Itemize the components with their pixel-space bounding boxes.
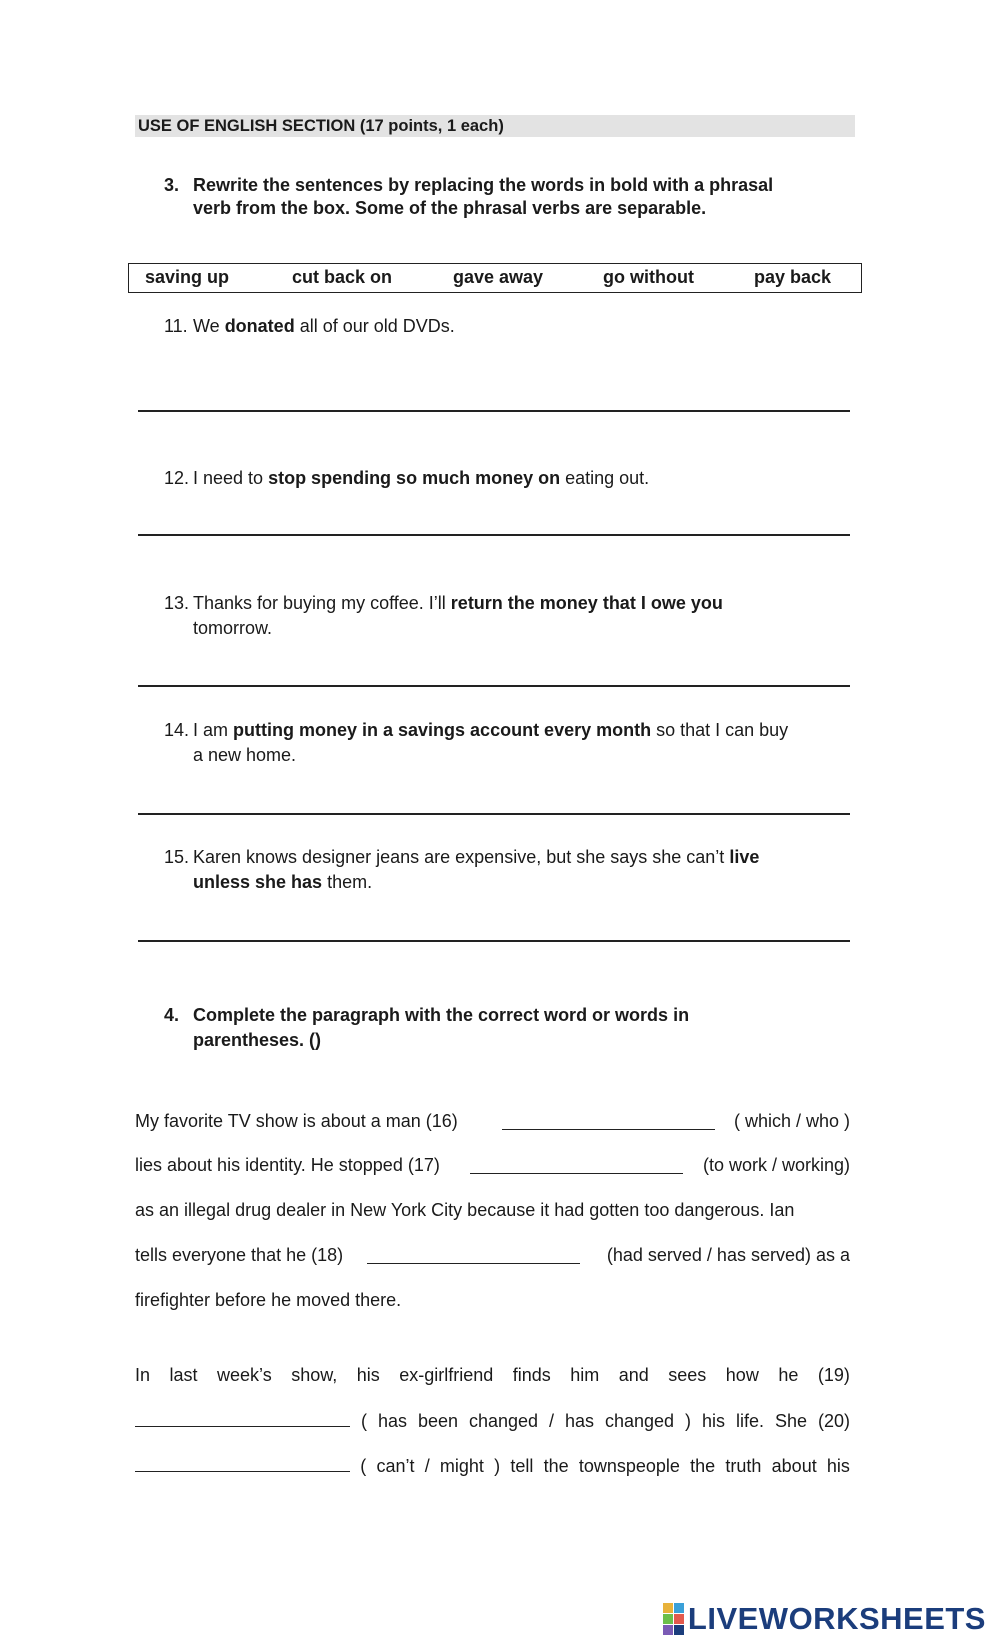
paragraph-1-line-1 — [135, 1111, 850, 1137]
word: has — [564, 1411, 595, 1431]
options: (to work / working) — [702, 1155, 850, 1175]
paragraph-2-line-2 — [135, 1410, 850, 1436]
word: changed — [604, 1411, 675, 1431]
blank-17[interactable] — [470, 1157, 683, 1174]
section-header: USE OF ENGLISH SECTION (17 points, 1 each) — [135, 115, 855, 137]
word-option: saving up — [145, 267, 230, 287]
paragraph-1-line-3 — [135, 1200, 850, 1226]
word: last — [169, 1365, 198, 1385]
word-option: gave away — [453, 267, 544, 287]
blank-19[interactable] — [135, 1410, 350, 1427]
exercise-3-instructions — [164, 173, 864, 223]
word: ) — [685, 1411, 692, 1431]
exercise-number: 4. — [164, 1005, 180, 1025]
word-option: pay back — [754, 267, 832, 287]
word: tell — [510, 1456, 534, 1476]
word: ( — [360, 1456, 367, 1476]
question-number: 11. — [164, 316, 188, 336]
blank-16[interactable] — [502, 1113, 715, 1130]
question-text: We donated all of our old DVDs. — [193, 316, 455, 336]
word: his — [702, 1411, 726, 1431]
paragraph-2-line-1 — [135, 1365, 850, 1391]
answer-line-11[interactable] — [138, 410, 850, 412]
word: and — [618, 1365, 649, 1385]
paragraph-1-line-5 — [135, 1290, 850, 1316]
word: ( — [360, 1411, 367, 1431]
word: ex-girlfriend — [399, 1365, 494, 1385]
word: his — [356, 1365, 380, 1385]
word: / — [549, 1411, 555, 1431]
question-12 — [164, 465, 864, 491]
question-14 — [164, 717, 864, 769]
blank-18[interactable] — [367, 1247, 580, 1264]
word: might — [439, 1456, 484, 1476]
answer-line-13[interactable] — [138, 685, 850, 687]
question-text-line-2: unless she has them. — [193, 872, 373, 892]
question-text: Thanks for buying my coffee. I’ll return the money that I owe you — [193, 593, 723, 613]
phrasal-verb-box — [128, 263, 862, 293]
text: lies about his identity. He stopped (17) — [135, 1155, 440, 1175]
question-number: 14. — [164, 720, 190, 740]
question-15 — [164, 844, 864, 896]
question-13 — [164, 590, 864, 642]
word: (19) — [817, 1365, 850, 1385]
question-text-line-2: tomorrow. — [193, 618, 273, 638]
text: as an illegal drug dealer in New York City because it had gotten too dangerous. Ian — [135, 1200, 795, 1220]
text: firefighter before he moved there. — [135, 1290, 402, 1310]
liveworksheets-logo — [663, 1601, 986, 1637]
word: (20) — [817, 1411, 850, 1431]
word: the — [543, 1456, 569, 1476]
question-11 — [164, 313, 864, 339]
word: about — [771, 1456, 817, 1476]
word: townspeople — [578, 1456, 680, 1476]
paragraph-1-line-2 — [135, 1155, 850, 1181]
word: life. — [735, 1411, 764, 1431]
instruction-line-2: verb from the box. Some of the phrasal verbs are separable. — [193, 198, 707, 218]
word: been — [417, 1411, 458, 1431]
word: finds — [512, 1365, 551, 1385]
options: ( which / who ) — [733, 1111, 850, 1131]
question-number: 13. — [164, 593, 190, 613]
word: the — [690, 1456, 716, 1476]
word: has — [377, 1411, 407, 1431]
word: show, — [291, 1365, 338, 1385]
word: sees — [668, 1365, 707, 1385]
paragraph-2-line-3 — [135, 1455, 850, 1481]
text: tells everyone that he (18) — [135, 1245, 344, 1265]
word: In — [135, 1365, 151, 1385]
word: how — [725, 1365, 759, 1385]
instruction-line-2: parentheses. () — [193, 1030, 322, 1050]
word: She — [774, 1411, 807, 1431]
paragraph-1-line-4 — [135, 1245, 850, 1271]
question-text: Karen knows designer jeans are expensive, but she says she can’t live — [193, 847, 760, 867]
word: can’t — [376, 1456, 415, 1476]
word: ) — [494, 1456, 501, 1476]
exercise-4-instructions — [164, 1003, 864, 1053]
word: him — [570, 1365, 600, 1385]
word: truth — [725, 1456, 762, 1476]
answer-line-15[interactable] — [138, 940, 850, 942]
question-number: 15. — [164, 847, 190, 867]
word: week’s — [217, 1365, 272, 1385]
word: his — [826, 1456, 850, 1476]
blank-20[interactable] — [135, 1455, 350, 1472]
word-option: go without — [603, 267, 694, 287]
word-option: cut back on — [292, 267, 393, 287]
word: changed — [468, 1411, 539, 1431]
question-text: I am putting money in a savings account every month so that I can buy — [193, 720, 789, 740]
instruction-line-1: Complete the paragraph with the correct word or words in — [193, 1005, 690, 1025]
logo-text: LIVEWORKSHEETS — [687, 1601, 986, 1636]
answer-line-12[interactable] — [138, 534, 850, 536]
text: My favorite TV show is about a man (16) — [135, 1111, 458, 1131]
exercise-number: 3. — [164, 175, 180, 195]
question-text-line-2: a new home. — [193, 745, 297, 765]
instruction-line-1: Rewrite the sentences by replacing the words in bold with a phrasal — [193, 175, 774, 195]
options: (had served / has served) as a — [606, 1245, 850, 1265]
word: he — [778, 1365, 799, 1385]
question-text: I need to stop spending so much money on eating out. — [193, 468, 650, 488]
word: / — [424, 1456, 430, 1476]
logo-mark-icon — [663, 1603, 684, 1635]
question-number: 12. — [164, 468, 190, 488]
answer-line-14[interactable] — [138, 813, 850, 815]
